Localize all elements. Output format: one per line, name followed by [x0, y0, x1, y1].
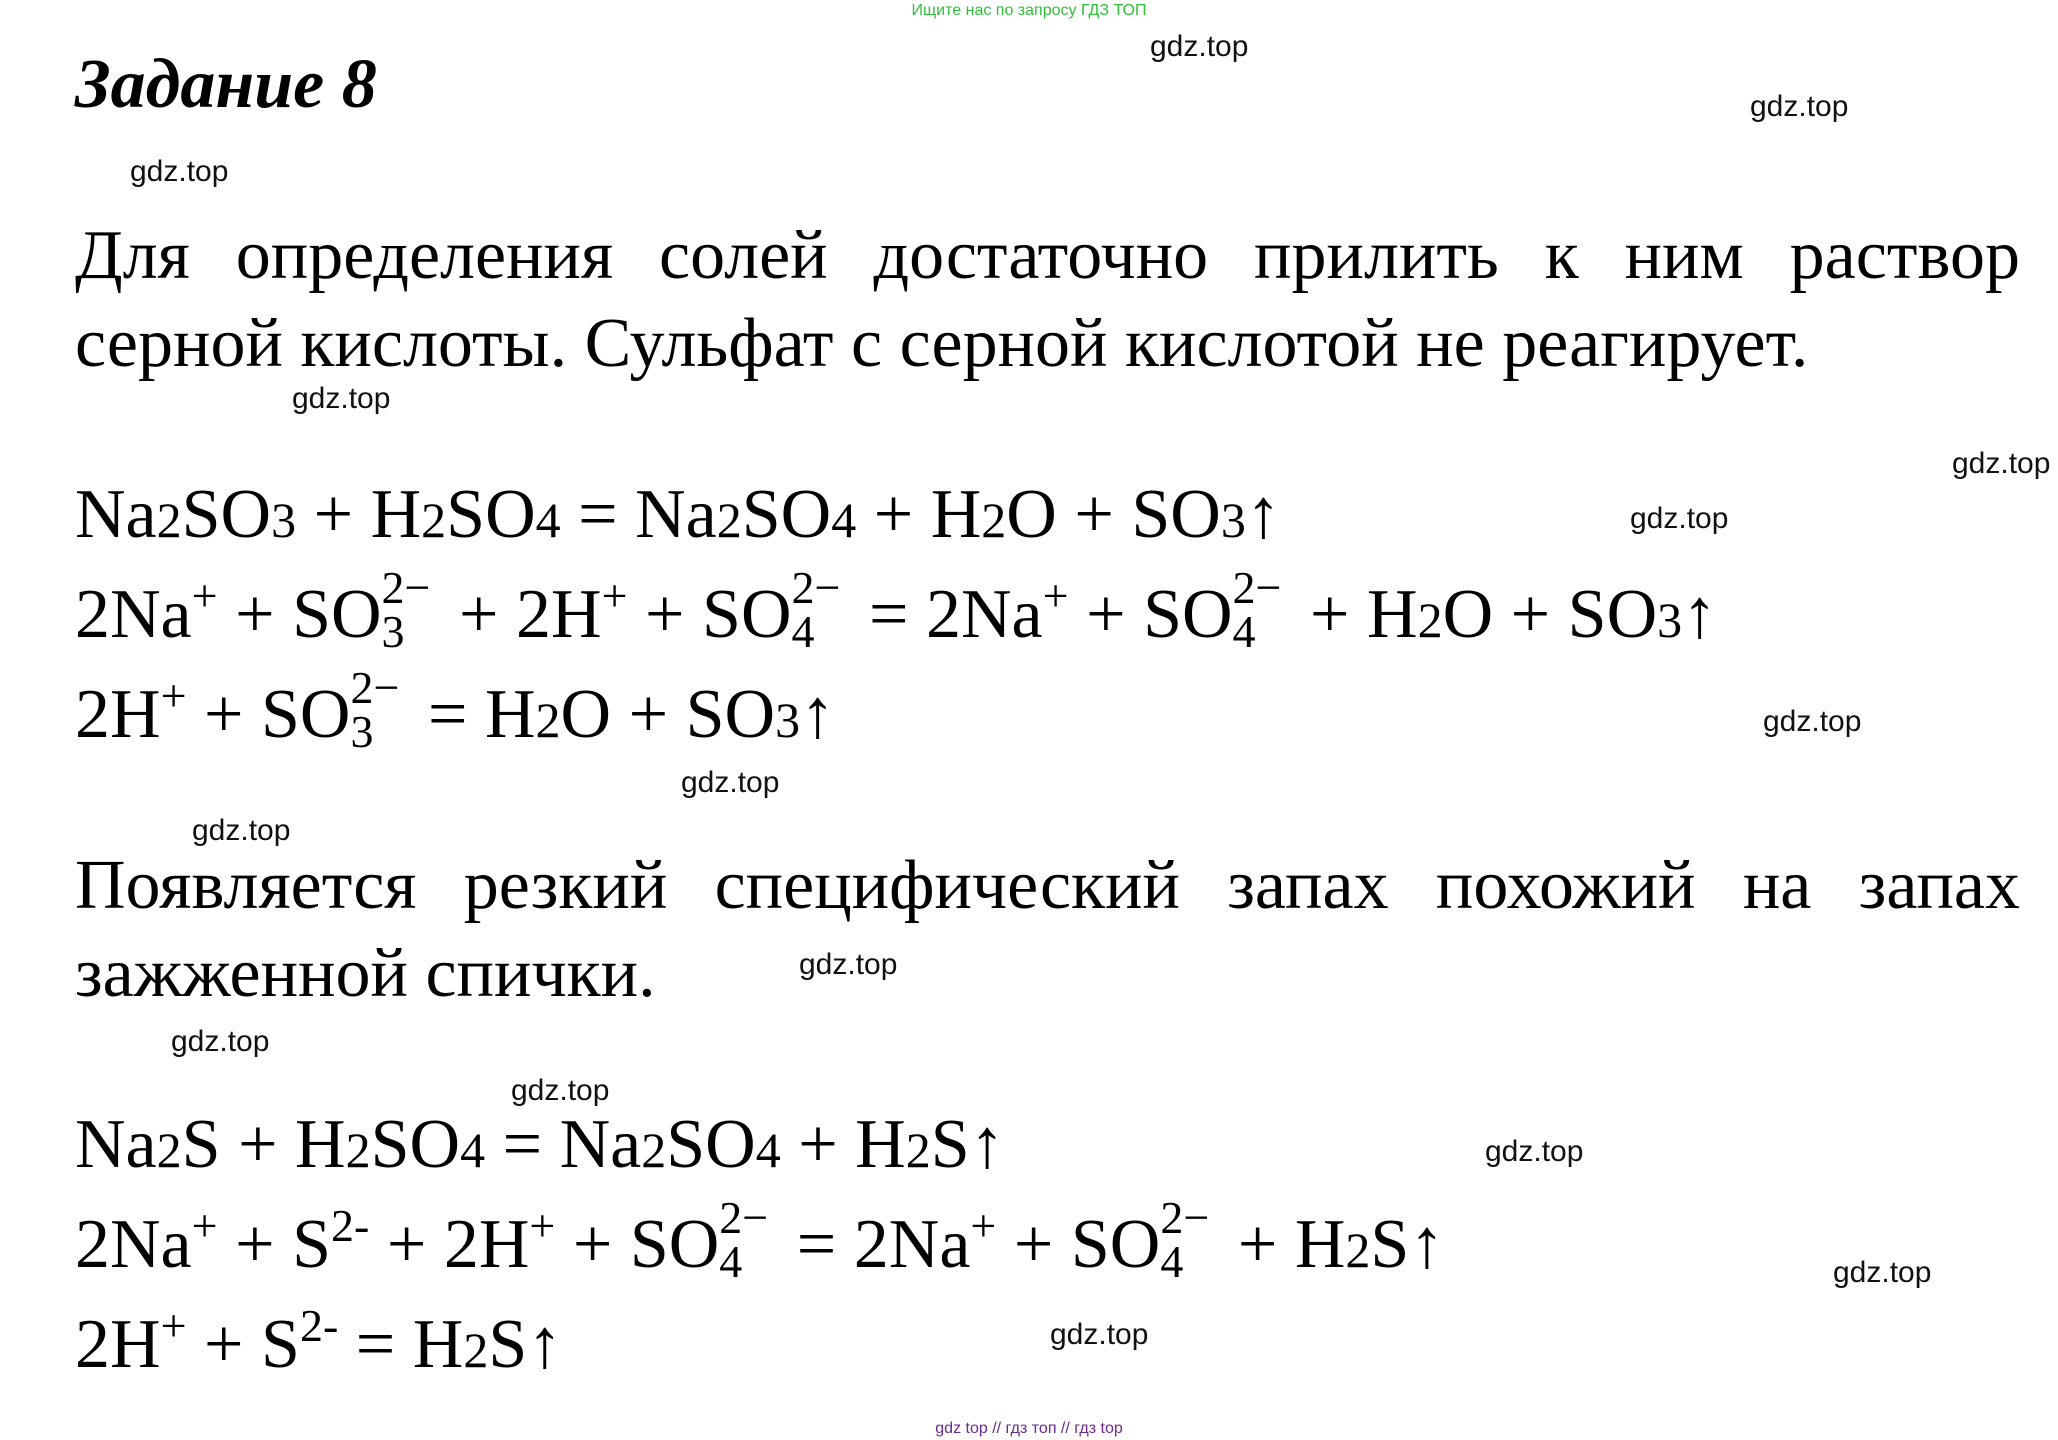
watermark: gdz.top	[192, 814, 291, 847]
watermark: gdz.top	[1833, 1256, 1932, 1289]
paragraph-smell: Появляется резкий специфический запах похожий на запах зажженной спички.	[75, 847, 2020, 1012]
watermark: gdz.top	[1050, 1318, 1149, 1351]
equation-short-ionic-sulfide: $2H^+ + S^{2-}$ = H2S↑	[75, 1300, 563, 1383]
watermark: gdz.top	[171, 1025, 270, 1058]
watermark: gdz.top	[1150, 30, 1249, 63]
watermark: gdz.top	[1630, 502, 1729, 535]
watermark: gdz.top	[1763, 705, 1862, 738]
paragraph-determination: Для определения солей достаточно прилить к ним раствор серной кислоты. Сульфат с серной кислотой не реагирует.	[75, 217, 2020, 382]
watermark: gdz.top	[1952, 447, 2051, 480]
watermark: gdz.top	[681, 766, 780, 799]
equation-full-ionic-sulfite: 2Na+ + SO 2− 3 + 2H+ + SO 2− 4 = 2Na+ + SO 2− 4 + H2O + SO3↑	[75, 562, 1718, 657]
watermark: gdz.top	[130, 155, 229, 188]
page-title: Задание 8	[75, 46, 377, 123]
equation-molecular-sulfide: Na2S + H2SO4 = Na2SO4 + H2S↑	[75, 1106, 1005, 1183]
watermark: gdz.top	[1485, 1135, 1584, 1168]
equation-molecular-sulfite: Na2SO3 + H2SO4 = Na2SO4 + H2O + SO3↑	[75, 476, 1281, 553]
top-note[interactable]: Ищите нас по запросу ГДЗ ТОП	[911, 2, 1147, 19]
equation-short-ionic-sulfite: 2H+ + SO 2− 3 = H2O + SO3↑	[75, 662, 836, 757]
watermark: gdz.top	[292, 382, 391, 415]
watermark: gdz.top	[799, 948, 898, 981]
watermark: gdz.top	[511, 1074, 610, 1107]
footer-links[interactable]: gdz top // гдз топ // гдз top	[935, 1420, 1123, 1437]
equation-full-ionic-sulfide: $2Na^+ + S^{2-} + 2H^+$ + SO 2− 4 = 2Na+ + SO 2− 4 + H2S↑	[75, 1192, 1445, 1287]
watermark: gdz.top	[1750, 90, 1849, 123]
